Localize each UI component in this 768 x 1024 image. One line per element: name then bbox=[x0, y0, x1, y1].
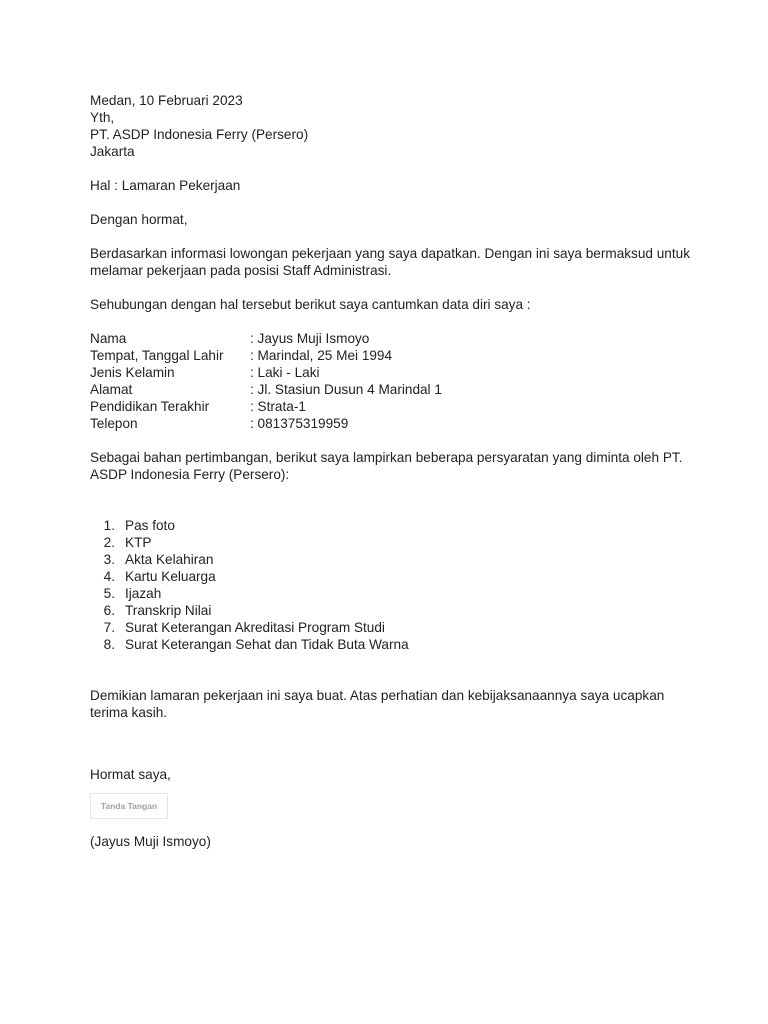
sign-off: Hormat saya, bbox=[90, 767, 171, 782]
data-value: : 081375319959 bbox=[250, 416, 349, 431]
closing-paragraph: Demikian lamaran pekerjaan ini saya buat. Atas perhatian dan kebijaksanaannya saya ucapkan terima kasih. bbox=[90, 688, 665, 720]
data-label: Pendidikan Terakhir bbox=[90, 399, 210, 414]
attachment-list bbox=[90, 517, 690, 653]
place-date: Medan, 10 Februari 2023 bbox=[90, 93, 243, 108]
list-item: 5. Ijazah bbox=[103, 586, 162, 601]
data-row-education bbox=[90, 398, 690, 415]
personal-data-table bbox=[90, 330, 690, 432]
data-label: Nama bbox=[90, 331, 127, 346]
list-item: 1. Pas foto bbox=[103, 518, 175, 533]
data-row-phone bbox=[90, 415, 690, 432]
data-value: : Strata-1 bbox=[250, 399, 306, 414]
data-intro: Sehubungan dengan hal tersebut berikut saya cantumkan data diri saya : bbox=[90, 297, 531, 312]
list-item: 7. Surat Keterangan Akreditasi Program Studi bbox=[103, 620, 385, 635]
list-item: 2. KTP bbox=[103, 535, 152, 550]
intro-paragraph: Berdasarkan informasi lowongan pekerjaan yang saya dapatkan. Dengan ini saya bermaksud untuk melamar pekerjaan pada posisi Staff Administrasi. bbox=[90, 246, 691, 278]
data-label: Jenis Kelamin bbox=[90, 365, 175, 380]
data-value: : Jl. Stasiun Dusun 4 Marindal 1 bbox=[250, 382, 442, 397]
attachment-intro: Sebagai bahan pertimbangan, berikut saya lampirkan beberapa persyaratan yang diminta oleh PT. ASDP Indonesia Ferry (Persero): bbox=[90, 450, 683, 482]
data-value: : Marindal, 25 Mei 1994 bbox=[250, 348, 393, 363]
list-item: 4. Kartu Keluarga bbox=[103, 569, 216, 584]
list-item: 8. Surat Keterangan Sehat dan Tidak Buta Warna bbox=[103, 637, 409, 652]
recipient-prefix: Yth, bbox=[90, 110, 115, 125]
data-row-gender bbox=[90, 364, 690, 381]
signer-name: (Jayus Muji Ismoyo) bbox=[90, 834, 211, 849]
data-row-address bbox=[90, 381, 690, 398]
data-value: : Laki - Laki bbox=[250, 365, 320, 380]
signature-placeholder: Tanda Tangan bbox=[90, 793, 168, 819]
data-row-name bbox=[90, 330, 690, 347]
list-item: 6. Transkrip Nilai bbox=[103, 603, 212, 618]
recipient-city: Jakarta bbox=[90, 144, 135, 159]
recipient-company: PT. ASDP Indonesia Ferry (Persero) bbox=[90, 127, 309, 142]
greeting: Dengan hormat, bbox=[90, 212, 188, 227]
data-row-birth bbox=[90, 347, 690, 364]
data-label: Telepon bbox=[90, 416, 138, 431]
subject-line: Hal : Lamaran Pekerjaan bbox=[90, 178, 241, 193]
data-label: Tempat, Tanggal Lahir bbox=[90, 348, 224, 363]
data-label: Alamat bbox=[90, 382, 133, 397]
data-value: : Jayus Muji Ismoyo bbox=[250, 331, 370, 346]
letter-document bbox=[90, 92, 690, 850]
list-item: 3. Akta Kelahiran bbox=[103, 552, 214, 567]
